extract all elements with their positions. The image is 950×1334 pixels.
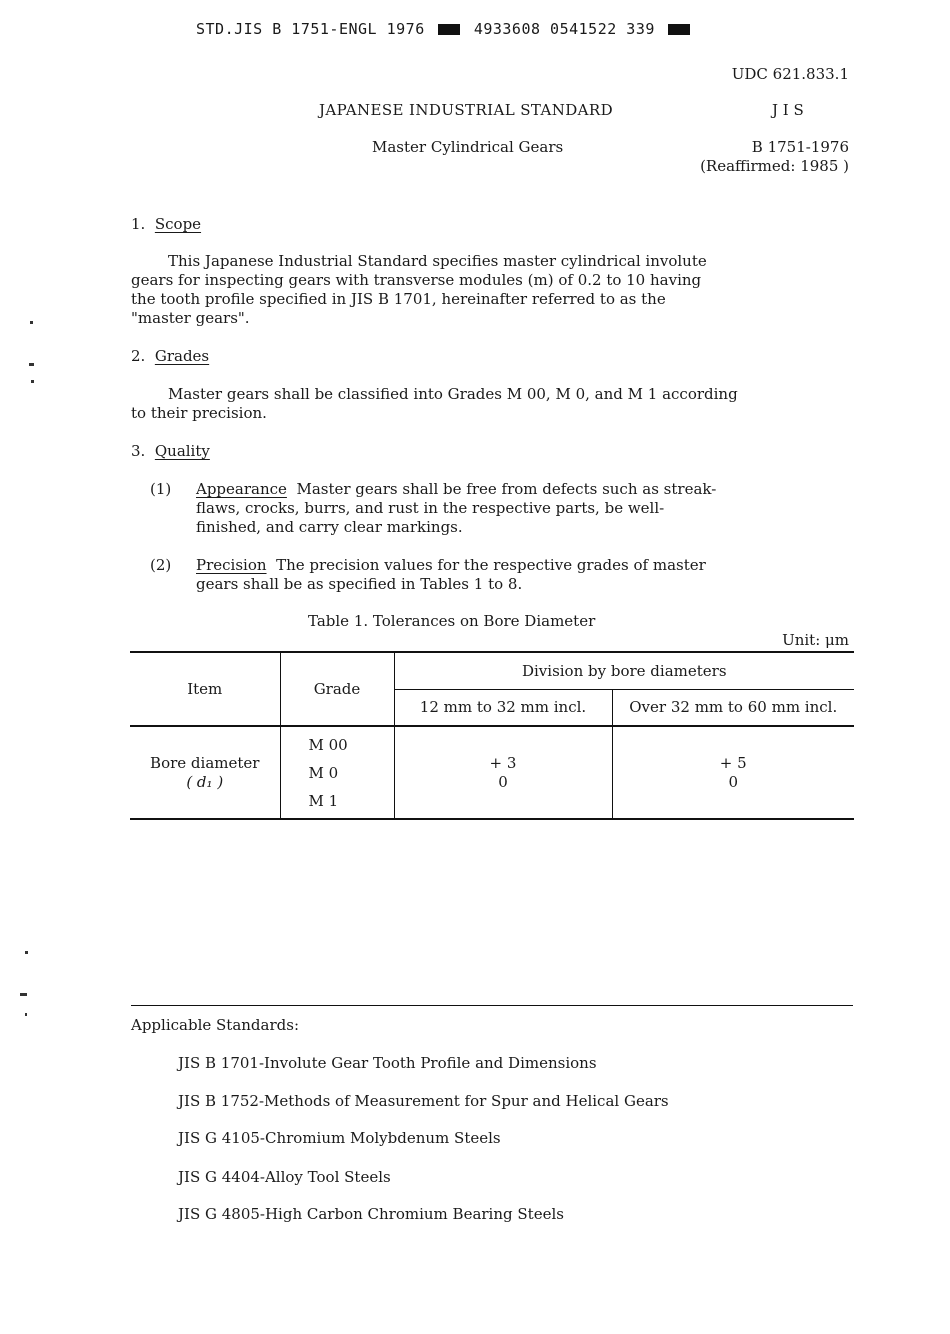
standard-org: JAPANESE INDUSTRIAL STANDARD: [319, 101, 614, 119]
std-designation: STD.JIS B 1751-ENGL 1976: [196, 20, 425, 38]
scan-speck: [29, 363, 34, 366]
range-2-cell: [612, 726, 854, 819]
lower-tolerance: 0: [728, 772, 739, 791]
scope-paragraph: [131, 252, 707, 328]
section-scope-heading: [131, 215, 201, 233]
redaction-block-2: [668, 24, 690, 35]
document-title: Master Cylindrical Gears: [372, 138, 564, 156]
header-range-2: Over 32 mm to 60 mm incl.: [612, 689, 854, 726]
lower-tolerance: 0: [498, 772, 508, 791]
quality-item-2: [196, 556, 706, 594]
grade-value: M 0: [308, 763, 339, 782]
text-line: This Japanese Industrial Standard specifies master cylindrical involute: [168, 252, 707, 270]
applicable-standard-item: JIS B 1752-Methods of Measurement for Spur and Helical Gears: [178, 1092, 669, 1110]
scan-speck: [30, 321, 33, 324]
text-line: the tooth profile specified in JIS B 1701, hereinafter referred to as the: [131, 290, 666, 308]
applicable-standard-item: JIS B 1701-Involute Gear Tooth Profile and Dimensions: [178, 1054, 597, 1072]
row-item-label: Bore diameter: [150, 753, 260, 772]
table-header-row: [130, 652, 854, 689]
header-grade: Grade: [280, 652, 394, 726]
text-line: [196, 480, 716, 499]
header-range-1: 12 mm to 32 mm incl.: [394, 689, 612, 726]
quality-item-1: [196, 480, 716, 537]
text-line: to their precision.: [131, 404, 267, 422]
section-number: 2.: [131, 347, 146, 365]
header-division: Division by bore diameters: [394, 652, 854, 689]
jis-mark: J I S: [772, 101, 804, 119]
table-unit: Unit: μm: [782, 631, 849, 649]
section-quality-heading: [131, 442, 210, 460]
section-number: 3.: [131, 442, 146, 460]
tolerance-table: [130, 651, 854, 820]
grades-paragraph: [131, 385, 738, 423]
text-line: Master gears shall be classified into Grades M 00, M 0, and M 1 according: [168, 385, 738, 403]
text-line: gears shall be as specified in Tables 1 to 8.: [196, 575, 523, 593]
reaffirmed-note: (Reaffirmed: 1985 ): [700, 157, 849, 175]
table-caption: Table 1. Tolerances on Bore Diameter: [308, 612, 596, 630]
item-term: Appearance: [196, 480, 287, 498]
text-line: [196, 556, 706, 575]
upper-tolerance: + 3: [489, 753, 517, 772]
table-row: [130, 726, 854, 819]
scan-speck: [25, 951, 28, 954]
text-line: flaws, crocks, burrs, and rust in the respective parts, be well-: [196, 499, 665, 517]
item-text: The precision values for the respective grades of master: [276, 556, 706, 574]
upper-tolerance: + 5: [719, 753, 747, 772]
quality-item-2-number: (2): [150, 556, 172, 574]
udc-code: UDC 621.833.1: [731, 65, 849, 83]
applicable-standard-item: JIS G 4404-Alloy Tool Steels: [178, 1168, 391, 1186]
applicable-standard-item: JIS G 4105-Chromium Molybdenum Steels: [178, 1129, 501, 1147]
applicable-standards-heading: Applicable Standards:: [131, 1016, 299, 1034]
section-number: 1.: [131, 215, 146, 233]
text-line: "master gears".: [131, 309, 250, 327]
redaction-block-1: [438, 24, 460, 35]
section-grades-heading: [131, 347, 209, 365]
applicable-standard-item: JIS G 4805-High Carbon Chromium Bearing Steels: [178, 1205, 564, 1223]
section-title: Grades: [154, 347, 210, 365]
grade-value: M 00: [308, 735, 348, 754]
item-text: Master gears shall be free from defects such as streak-: [296, 480, 717, 498]
section-title: Quality: [154, 442, 210, 460]
grade-value: M 1: [308, 791, 339, 810]
range-1-cell: [394, 726, 612, 819]
item-term: Precision: [196, 556, 267, 574]
row-item-cell: [130, 726, 280, 819]
text-line: gears for inspecting gears with transverse modules (m) of 0.2 to 10 having: [131, 271, 702, 289]
header-item: Item: [130, 652, 280, 726]
scan-speck: [31, 380, 34, 383]
quality-item-1-number: (1): [150, 480, 172, 498]
row-item-symbol: ( d₁ ): [186, 772, 224, 791]
standard-number: B 1751-1976: [751, 138, 849, 156]
section-title: Scope: [154, 215, 202, 233]
footnote-divider: [131, 1005, 853, 1006]
catalog-number: 4933608 0541522 339: [473, 20, 655, 38]
text-line: finished, and carry clear markings.: [196, 518, 463, 536]
document-id-line: [196, 20, 694, 38]
grade-list-cell: [280, 726, 394, 819]
scan-speck: [20, 993, 27, 996]
scan-speck: [25, 1013, 27, 1016]
